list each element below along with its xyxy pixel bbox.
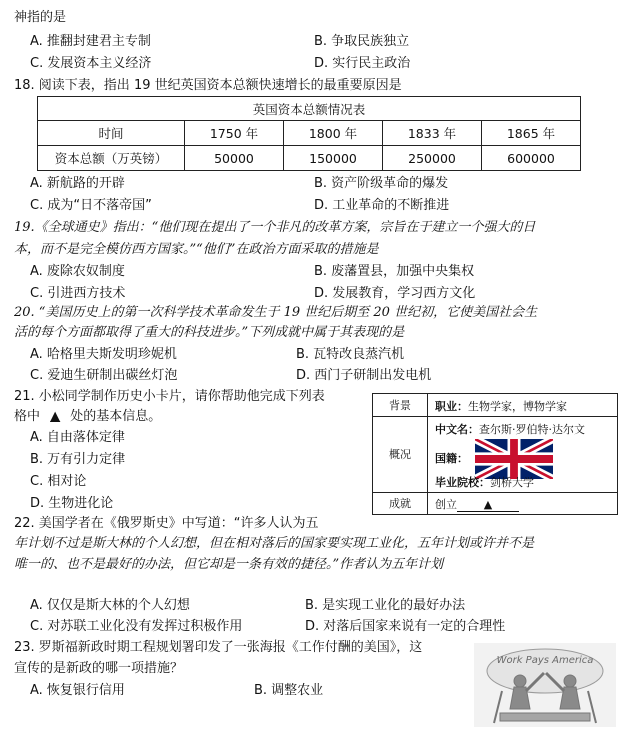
q18-option-b[interactable]: B. 资产阶级革命的爆发: [314, 176, 449, 191]
q22-option-c[interactable]: C. 对苏联工业化没有发挥过积极作用: [30, 619, 243, 634]
q22-stem-line3: 唯一的、也不是最好的办法，但它却是一条有效的捷径。”作者认为五年计划: [14, 557, 444, 572]
capital-table: [37, 96, 581, 171]
q21-option-c[interactable]: C. 相对论: [30, 474, 87, 489]
work-pays-america-poster: [474, 643, 616, 727]
history-card: [372, 393, 618, 515]
blank-triangle: ▲: [457, 498, 519, 512]
q20-option-a[interactable]: A. 哈格里夫斯发明珍妮机: [30, 347, 177, 362]
q22-option-b[interactable]: B. 是实现工业化的最好办法: [305, 598, 466, 613]
card-label-background: 背景: [373, 394, 428, 416]
q20-option-c[interactable]: C. 爱迪生研制出碳丝灯泡: [30, 368, 178, 383]
q18-option-a[interactable]: A. 新航路的开辟: [30, 176, 125, 191]
card-row-achievement: [373, 492, 617, 514]
q19-stem-line1: 19.《全球通史》指出：“他们现在提出了一个非凡的改革方案，宗旨在于建立一个强大的日: [14, 220, 536, 235]
q21-option-a[interactable]: A. 自由落体定律: [30, 430, 125, 445]
card-chinese-name: 中文名：查尔斯·罗伯特·达尔文: [435, 423, 585, 436]
q17-tail: 神指的是: [14, 10, 67, 25]
q17-option-b[interactable]: B. 争取民族独立: [314, 34, 410, 49]
uk-flag-icon: [475, 439, 553, 479]
q17-option-c[interactable]: C. 发展资本主义经济: [30, 56, 152, 71]
card-nationality-key: 国籍：: [435, 452, 468, 465]
q23-option-a[interactable]: A. 恢复银行信用: [30, 683, 125, 698]
blank-triangle: ▲: [50, 409, 61, 424]
q19-stem-line2: 本，而不是完全模仿西方国家。”“他们”在政治方面采取的措施是: [14, 242, 379, 257]
card-row-overview: [373, 416, 617, 493]
year-cell: 1833 年: [383, 121, 482, 146]
q23-option-b[interactable]: B. 调整农业: [254, 683, 324, 698]
q23-stem-line1: 23. 罗斯福新政时期工程规划署印发了一张海报《工作付酬的美国》，这: [14, 640, 423, 655]
q19-option-d[interactable]: D. 发展教育，学习西方文化: [314, 286, 476, 301]
q22-stem-line2: 年计划不过是斯大林的个人幻想，但在相对落后的国家要实现工业化，五年计划或许并不是: [14, 536, 535, 551]
q23-stem-line2: 宣传的是新政的哪一项措施？: [14, 661, 184, 676]
q21-option-d[interactable]: D. 生物进化论: [30, 496, 114, 511]
q19-option-b[interactable]: B. 废藩置县，加强中央集权: [314, 264, 475, 279]
q18-option-d[interactable]: D. 工业革命的不断推进: [314, 198, 450, 213]
year-cell: 1800 年: [284, 121, 383, 146]
row-label-time: 时间: [38, 121, 185, 146]
table-title: 英国资本总额情况表: [38, 97, 581, 121]
q18-option-c[interactable]: C. 成为“日不落帝国”: [30, 198, 152, 213]
card-label-achievement: 成就: [373, 492, 428, 514]
table-row: [38, 121, 581, 146]
amount-cell: 600000: [482, 146, 581, 171]
q22-stem-line1: 22. 美国学者在《俄罗斯史》中写道：“许多人认为五: [14, 516, 319, 531]
q21-line2-post: 处的基本信息。: [70, 409, 162, 424]
card-occupation: 职业：生物学家，博物学家: [435, 400, 567, 413]
year-cell: 1865 年: [482, 121, 581, 146]
q20-option-b[interactable]: B. 瓦特改良蒸汽机: [296, 347, 405, 362]
poster-title: Work Pays America: [496, 655, 594, 666]
q21-line2-pre: 格中: [14, 409, 41, 424]
card-achievement: 创立 ▲: [435, 496, 519, 512]
q18-stem: 18. 阅读下表，指出 19 世纪英国资本总额快速增长的最重要原因是: [14, 78, 402, 93]
q22-option-a[interactable]: A. 仅仅是斯大林的个人幻想: [30, 598, 190, 613]
q22-option-d[interactable]: D. 对落后国家来说有一定的合理性: [305, 619, 506, 634]
q21-option-b[interactable]: B. 万有引力定律: [30, 452, 126, 467]
card-label-overview: 概况: [373, 416, 428, 492]
amount-cell: 250000: [383, 146, 482, 171]
q17-option-d[interactable]: D. 实行民主政治: [314, 56, 411, 71]
q20-option-d[interactable]: D. 西门子研制出发电机: [296, 368, 432, 383]
q17-option-a[interactable]: A. 推翻封建君主专制: [30, 34, 151, 49]
amount-cell: 150000: [284, 146, 383, 171]
q20-stem-line1: 20. “美国历史上的第一次科学技术革命发生于 19 世纪后期至 20 世纪初，它使美国社会生: [14, 305, 538, 320]
table-row: [38, 146, 581, 171]
q21-stem-line1: 21. 小松同学制作历史小卡片，请你帮助他完成下列表: [14, 389, 325, 404]
card-row-background: [373, 394, 617, 417]
q19-option-a[interactable]: A. 废除农奴制度: [30, 264, 125, 279]
row-label-capital: 资本总额（万英镑）: [38, 146, 185, 171]
q19-option-c[interactable]: C. 引进西方技术: [30, 286, 126, 301]
card-school: 毕业院校：剑桥大学: [435, 476, 534, 489]
q20-stem-line2: 活的每个方面都取得了重大的科技进步。”下列成就中属于其表现的是: [14, 325, 405, 340]
amount-cell: 50000: [185, 146, 284, 171]
year-cell: 1750 年: [185, 121, 284, 146]
q21-stem-line2: [14, 409, 161, 425]
